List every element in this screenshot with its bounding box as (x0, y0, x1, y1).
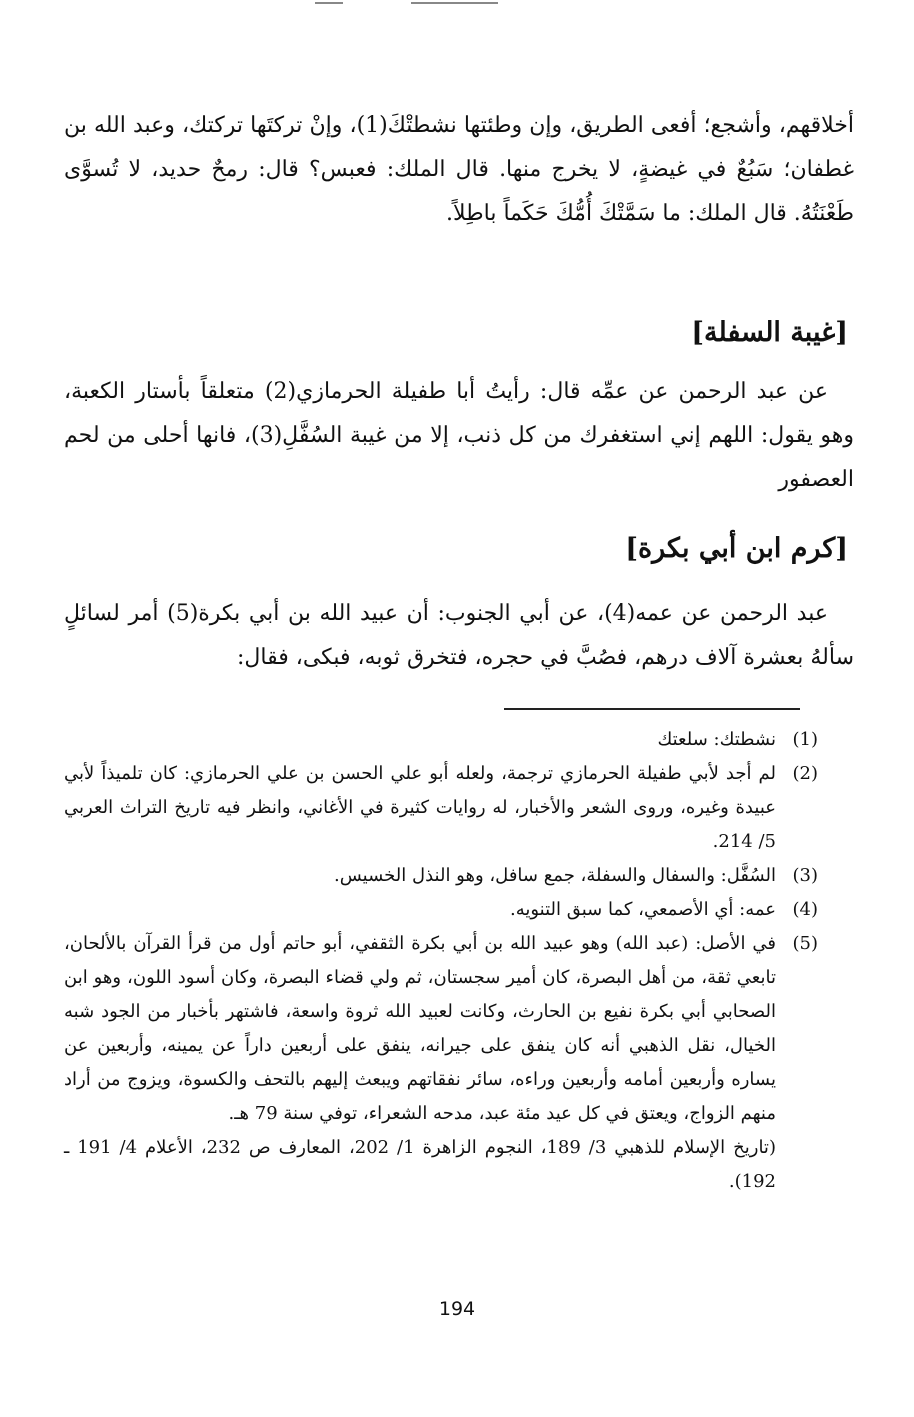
footnote (64, 893, 818, 927)
footnote-text: نشطتك: سلعتك (657, 729, 776, 750)
karam-paragraph: عبد الرحمن عن عمه(4)، عن أبي الجنوب: أن عبيد الله بن أبي بكرة(5) أمر لسائلٍ سألهُ بعشرة آلاف درهم، فصُبَّ في حجره، فتخرق ثوبه، فبكى، فقال: (64, 601, 854, 670)
footnote (64, 859, 818, 893)
footnote (64, 757, 818, 859)
top-rule-left (315, 2, 343, 4)
ghiba-section (64, 370, 854, 502)
karam-section (64, 592, 854, 680)
footnote (64, 723, 818, 757)
footnote-number: (3) (792, 865, 818, 886)
footnote-number: (5) (792, 933, 818, 954)
footnote-number: (4) (792, 899, 818, 920)
footnote-divider (504, 708, 800, 710)
footnote-text: السُفَّل: والسفال والسفلة، جمع سافل، وهو النذل الخسيس. (334, 865, 776, 886)
footnotes (64, 723, 818, 1199)
ghiba-paragraph: عن عبد الرحمن عن عمِّه قال: رأيتُ أبا طفيلة الحرمازي(2) متعلقاً بأستار الكعبة، وهو يقول: اللهم إني استغفرك من كل ذنب، إلا من غيبة السُفَّلِ(3)، فانها أحلى من لحم العصفور (64, 379, 854, 492)
page-number: 194 (438, 1298, 476, 1320)
footnote-number: (1) (792, 729, 818, 750)
footnote-text: لم أجد لأبي طفيلة الحرمازي ترجمة، ولعله أبو علي الحسن بن علي الحرمازي: كان تلميذاً لأبي عبيدة وغيره، وروى الشعر والأخبار، له روايات كثيرة في الأغاني، وانظر فيه تاريخ التراث العربي 5/ 214. (64, 763, 776, 852)
heading-ghiba: [غيبة السفلة] (691, 317, 848, 348)
footnote (64, 927, 818, 1199)
footnote-text: عمه: أي الأصمعي، كما سبق التنويه. (509, 899, 776, 920)
footnote-text (64, 927, 776, 1199)
footnote-body: في الأصل: (عبد الله) وهو عبيد الله بن أبي بكرة الثقفي، أبو حاتم أول من قرأ القرآن بالألحان، تابعي ثقة، من أهل البصرة، كان أمير سجستان، ثم ولي قضاء البصرة، وكان أسود اللون، وهو ابن الصحابي أبي بكرة نفيع بن الحارث، وكانت لعبيد الله ثروة واسعة، فاشتهر بأخبار من الجود شبه الخيال، نقل الذهبي أنه كان ينفق على جيرانه، ينفق على أربعين داراً عن يمينه، وأربعين عن يساره وأربعين أمامه وأربعين وراءه، سائر نفقاتهم ويبعث إليهم بالتحف والكسوة، ويزوج من أراد منهم الزواج، ويعتق في كل عيد مئة عبد، مدحه الشعراء، توفي سنة 79 هـ. (64, 933, 776, 1124)
opening-section (64, 104, 854, 236)
heading-karam: [كرم ابن أبي بكرة] (625, 533, 848, 564)
footnote-number: (2) (792, 763, 818, 784)
footnote-source: (تاريخ الإسلام للذهبي 3/ 189، النجوم الزاهرة 1/ 202، المعارف ص 232، الأعلام 4/ 191 ـ 192). (64, 1137, 776, 1192)
top-rule-right (411, 2, 498, 4)
opening-paragraph: أخلاقهم، وأشجع؛ أفعى الطريق، وإن وطئتها نشطتْكَ(1)، وإنْ تركتَها تركتك، وعبد الله بن غطفان؛ سَبُعٌ في غيضةٍ، لا يخرج منها. قال الملك: فعبس؟ قال: رمحٌ حديد، لا تُسوَّى طَعْنَتُهُ. قال الملك: ما سَمَّتْكَ أُمُّكَ حَكَماً باطِلاً. (64, 113, 854, 226)
